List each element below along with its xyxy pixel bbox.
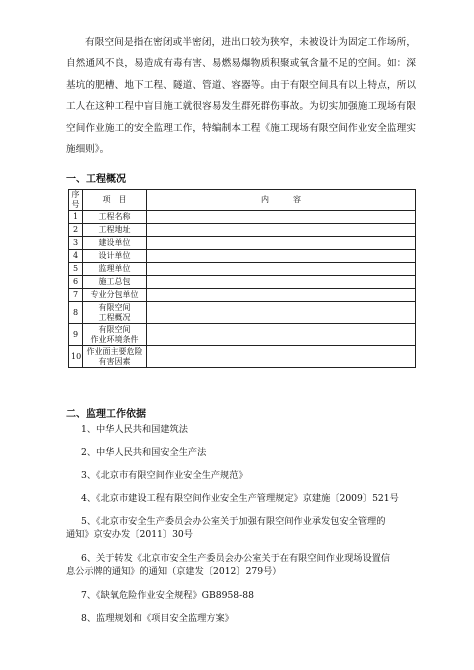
header-item: 项 目 (83, 190, 147, 211)
row-no: 2 (69, 224, 83, 237)
row-item: 工程名称 (83, 211, 147, 224)
row-item (83, 324, 147, 346)
list-item-line: 息公示牌的通知》的通知（京建发〔2012〕279号） (66, 565, 282, 577)
table-row (69, 302, 416, 324)
list-item-line: 6、关于转发《北京市安全生产委员会办公室关于在有限空间作业现场设置信 (81, 553, 391, 564)
row-item-line: 有害因素 (98, 356, 131, 366)
table-row (69, 263, 416, 276)
row-content (147, 276, 416, 289)
table-row (69, 289, 416, 302)
row-item-line: 作业面主要危险 (86, 346, 143, 356)
table-header-row (69, 190, 416, 211)
list-item: 4、《北京市建设工程有限空间作业安全生产管理规定》京建施〔2009〕521号 (81, 493, 399, 504)
table-row (69, 237, 416, 250)
table-row (69, 324, 416, 346)
intro-paragraph: 有限空间是指在密闭或半密闭，进出口较为狭窄，未被设计为固定工作场所，自然通风不良，易造成有毒有害、易燃易爆物质积聚或氧含量不足的空间。如：深基坑的肥槽、地下工程、隧道、管道、容器等。由于有限空间具有以上特点，所以工人在这种工程中盲目施工就很容易发生群死群伤事故。为切实加强施工现场有限空间作业施工的安全监理工作，特编制本工程《施工现场有限空间作业安全监理实施细则》。 (66, 37, 416, 156)
row-item: 监理单位 (83, 263, 147, 276)
table-row (69, 211, 416, 224)
row-content (147, 263, 416, 276)
row-no: 9 (69, 324, 83, 346)
row-content (147, 346, 416, 368)
row-item-line: 有限空间 (98, 324, 131, 334)
row-item (83, 346, 147, 368)
row-no: 8 (69, 302, 83, 324)
project-overview-table (68, 189, 416, 368)
list-item (66, 547, 426, 584)
table-row (69, 250, 416, 263)
table-row (69, 224, 416, 237)
row-content (147, 250, 416, 263)
table-row (69, 346, 416, 368)
row-item: 建设单位 (83, 237, 147, 250)
row-content (147, 237, 416, 250)
row-content (147, 211, 416, 224)
row-item: 设计单位 (83, 250, 147, 263)
header-no: 序号 (69, 190, 83, 211)
row-item (83, 302, 147, 324)
row-item: 施工总包 (83, 276, 147, 289)
section-heading-basis: 二、监理工作依据 (66, 409, 146, 420)
list-item-line: 5、《北京市安全生产委员会办公室关于加强有限空间作业承发包安全管理的 (81, 516, 386, 527)
row-no: 3 (69, 237, 83, 250)
list-item: 7、《缺氧危险作业安全规程》GB8958-88 (81, 590, 254, 601)
list-item: 8、监理规划和《项目安全监理方案》 (81, 613, 234, 624)
row-item: 工程地址 (83, 224, 147, 237)
row-item-line: 有限空间 (98, 302, 131, 312)
table-row (69, 276, 416, 289)
row-no: 4 (69, 250, 83, 263)
row-no: 1 (69, 211, 83, 224)
row-no: 6 (69, 276, 83, 289)
row-item-line: 工程概况 (98, 312, 131, 322)
row-no: 10 (69, 346, 83, 368)
row-content (147, 302, 416, 324)
row-no: 7 (69, 289, 83, 302)
row-item-line: 作业环境条件 (90, 334, 139, 344)
basis-list (66, 418, 426, 630)
row-no: 5 (69, 263, 83, 276)
header-content: 内 容 (147, 190, 416, 211)
list-item: 1、中华人民共和国建筑法 (81, 424, 188, 435)
list-item: 2、中华人民共和国安全生产法 (81, 447, 207, 458)
list-item (66, 510, 426, 547)
list-item: 3、《北京市有限空间作业安全生产规范》 (81, 470, 248, 481)
row-content (147, 324, 416, 346)
row-content (147, 289, 416, 302)
section-heading-overview: 一、工程概况 (66, 174, 126, 185)
list-item-line: 通知》京安办发〔2011〕30号 (66, 528, 193, 540)
row-content (147, 224, 416, 237)
row-item: 专业分包单位 (83, 289, 147, 302)
